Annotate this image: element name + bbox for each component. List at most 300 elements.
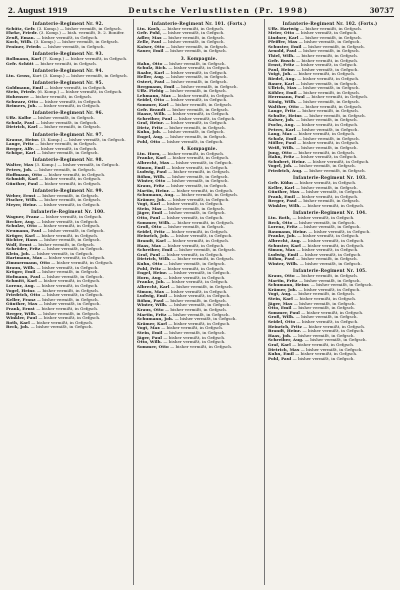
entry-text: — bisher vermißt, in Gefgsch. <box>296 53 359 59</box>
entry-text: — bisher vermißt, in Gefgsch. <box>161 138 224 144</box>
entry-text: — bisher vermißt, in Gefgsch. <box>295 30 358 36</box>
entry-text: — bisher vermißt, in Gefgsch. <box>295 144 358 150</box>
entry-text: — bisher vermißt, in Gefgsch. <box>161 201 224 207</box>
entry-name: Ehrke, Friedr. <box>6 30 40 36</box>
entry-name: Otto, Wilh. <box>137 339 164 345</box>
entry-name: Sommer, Karl <box>137 101 171 107</box>
entry-name: Schreiber, Paul <box>137 115 174 121</box>
section-heading: Infanterie-Regiment Nr. 103. <box>293 175 367 180</box>
entry-text: — bisher vermißt, in Gefgsch. <box>35 145 98 151</box>
entry-name: Schmitt, Karl <box>6 278 39 284</box>
entry-name: Ltn. Horn, <box>137 150 163 156</box>
entry-text: — bisher vermißt, in Gefgsch. <box>168 169 231 175</box>
list-entry <box>6 104 130 109</box>
entry-text: — bisher vermißt, in Gefgsch. <box>295 351 358 357</box>
entry-text: — bisher vermißt, in Gefgsch. <box>176 192 239 198</box>
entry-text: — bisher vermißt, in Gefgsch. <box>173 247 236 253</box>
entry-name: Herrmann, Paul <box>268 94 307 100</box>
entry-text: — bisher vermißt, in Gefgsch. <box>164 297 227 303</box>
entry-text: — bisher vermißt, in Gefgsch. <box>298 39 361 45</box>
section-heading: Infanterie-Regiment Nr. 95. <box>32 79 104 85</box>
entry-text: — bisher vermißt, in Gefgsch. <box>302 242 365 248</box>
entry-text: — bisher vermißt, in Gefgsch. <box>32 241 95 247</box>
entry-name: Vogel, Heinr. <box>6 287 38 293</box>
entry-name: Haas, Max <box>137 242 163 248</box>
entry-text: — bisher vermißt, in Gefgsch. <box>162 224 225 230</box>
entry-text: — bisher vermißt, in Gefgsch. <box>165 43 228 49</box>
entry-text: — bisher vermißt, in Gefgsch. <box>165 120 228 126</box>
entry-name: Graf, Paul <box>137 251 162 257</box>
entry-text: — bisher vermißt, in Gefgsch. <box>167 155 230 161</box>
entry-text: — bisher vermißt, in Gefgsch. <box>303 112 366 118</box>
entry-text: — bisher vermißt, in Gefgsch. <box>37 310 100 316</box>
section-heading: Infanterie-Regiment Nr. 99. <box>32 187 104 193</box>
entry-text: — bisher vermißt, in Gefgsch. <box>296 57 359 63</box>
entry-name: Hahn, Fritz <box>268 154 296 160</box>
entry-text: — bisher vermißt, in Gefgsch. <box>38 223 101 229</box>
entry-text: — bisher vermißt, in Gefgsch. <box>298 286 361 292</box>
entry-name: Seidel, Otto <box>268 319 297 325</box>
entry-text: — bisher vermißt, in Gefgsch. <box>38 124 102 130</box>
entry-name: Meyer, Heinr. <box>6 202 39 208</box>
entry-name: Voigt, Joh. <box>268 71 294 77</box>
entry-text: — bisher vermißt, in Gefgsch. <box>170 283 233 289</box>
entry-name: Schütz, Gefr. <box>6 25 37 31</box>
entry-text: — bisher vermißt, in Gefgsch. <box>36 34 99 40</box>
entry-text: — bisher vermißt, in Gefgsch. <box>35 141 98 147</box>
entry-text: — bisher vermißt, in Gefgsch. <box>42 43 105 49</box>
header-title: Deutsche Verlustlisten (Pr. 1998) <box>128 5 309 15</box>
entry-text: — bisher vermißt, in Gefgsch. <box>36 269 99 275</box>
entry-name: Martin, Heinr. <box>137 187 172 193</box>
entry-text: — bisher vermißt, in Gefgsch. <box>36 264 99 270</box>
entry-name: Gefr. Busch <box>268 57 297 63</box>
entry-name: Albrecht, Max <box>137 159 171 165</box>
entry-name: Schumann, Joh. <box>137 316 175 322</box>
entry-name: Walter, Max <box>6 162 35 168</box>
entry-name: Ostert, Paul <box>137 78 166 84</box>
entry-text: — bisher vermißt, in Gefgsch. <box>163 339 226 345</box>
entry-name: Otto, Emil <box>268 305 293 311</box>
entry-text: — bisher vermißt, in Gefgsch. <box>296 193 359 199</box>
entry-text: — bisher vermißt, in Gefgsch. <box>30 324 93 330</box>
entry-text: — bisher vermißt, in Gefgsch. <box>170 101 233 107</box>
entry-name: Seidel, Otto <box>137 97 166 103</box>
entry-name: Winter, Wilh. <box>137 302 169 308</box>
entry-name: Vogel, Joh. <box>268 163 294 169</box>
entry-text: — bisher vermißt, in Gefgsch. <box>162 34 225 40</box>
entry-text: — bisher vermißt, in Gefgsch. <box>295 314 358 320</box>
entry-text: — bisher vermißt, in Gefgsch. <box>172 219 235 225</box>
entry-name: Brandt, Karl <box>137 238 168 244</box>
entry-text: — bisher vermißt, in Gefgsch. <box>168 320 231 326</box>
entry-name: Schwarz, Otto <box>6 98 40 104</box>
entry-name: Martin, Fritz <box>137 311 168 317</box>
entry-text: — bisher vermißt, in Gefgsch. <box>293 149 356 155</box>
entry-text: (7. Komp.) — bisher vermißt, in Gefgsch. <box>42 55 128 61</box>
entry-text: — bisher vermißt, in Gefgsch. <box>161 215 224 221</box>
entry-text: — bisher vermißt, in Gefgsch. <box>300 103 363 109</box>
entry-name: Zelle, Paul <box>137 39 163 45</box>
section-heading: Infanterie-Regiment Nr. 98. <box>32 157 104 163</box>
entry-name: Winkler, Wilh. <box>268 202 303 208</box>
entry-text: — bisher vermißt, in Gefgsch. <box>172 92 235 98</box>
entry-text: — bisher vermißt, in Gefgsch. <box>293 131 356 137</box>
entry-text: — bisher vermißt, in Gefgsch. <box>37 287 100 293</box>
entry-text: — bisher vermißt, in Gefgsch. <box>39 176 102 182</box>
entry-name: Schuster, Karl <box>268 242 303 248</box>
column-rule <box>264 19 265 585</box>
entry-text: (6. Komp.) — bisher vermißt, in Gefgsch. <box>37 89 123 95</box>
entry-name: Ernst, Fritz <box>268 62 296 68</box>
entry-text: — bisher vermißt, in Gefgsch. <box>163 60 226 66</box>
entry-name: Berger, Paul <box>268 198 298 204</box>
list-entry <box>6 182 130 187</box>
list-entry <box>6 325 130 330</box>
entry-text: — bisher vermißt, in Gefgsch. <box>299 251 362 257</box>
entry-name: Vogt, Max <box>137 325 162 331</box>
entry-text: — bisher vermißt, in Gefgsch. <box>35 60 98 66</box>
entry-text: — bisher vermißt, in Gefgsch. <box>171 187 234 193</box>
entry-text: — bisher vermißt, in Gefgsch. <box>165 74 228 80</box>
entry-name: Uffz. Fiebig <box>137 88 165 94</box>
entry-name: Pohl, Fritz <box>137 265 163 271</box>
entry-text: (3. Komp.) — bisher vermißt, in Gefgsch. <box>36 25 122 31</box>
section-heading: 4. Kompagnie. <box>180 145 218 151</box>
entry-text: — bisher vermißt, in Gefgsch. <box>175 83 238 89</box>
entry-name: Stein, Max <box>137 205 163 211</box>
entry-text: — bisher vermißt, in Gefgsch. <box>295 62 358 68</box>
list-entry <box>137 49 261 54</box>
entry-name: Schumann, Aug. <box>137 192 177 198</box>
entry-name: Goldmann, Emil <box>6 84 45 90</box>
entry-name: Koch, Wilh. <box>6 39 34 45</box>
entry-text: — bisher vermißt, in Gefgsch. <box>43 171 106 177</box>
entry-text: — bisher vermißt, in Gefgsch. <box>38 202 101 208</box>
entry-name: Braun, Wilh. <box>6 264 37 270</box>
entry-name: Schulze, Otto <box>6 223 39 229</box>
entry-name: Friedrich, Otto <box>6 292 42 298</box>
entry-name: Engel, Heinr. <box>137 270 169 276</box>
list-entry <box>6 125 130 130</box>
entry-text: — bisher vermißt, in Gefgsch. <box>166 173 229 179</box>
entry-name: Ullrich, Max <box>268 85 298 91</box>
page-header <box>8 4 394 17</box>
entry-text: — bisher vermißt, in Gefgsch. <box>297 99 360 104</box>
entry-text: — bisher vermißt, in Gefgsch. <box>295 117 358 123</box>
entry-name: Horn, Aug. <box>137 274 164 280</box>
entry-name: Krämer, Karl <box>137 320 169 326</box>
entry-name: Paul, Heinr. <box>268 66 297 72</box>
entry-name: Kraus, Fritz <box>137 182 166 188</box>
entry-name: Pfeiffer, Max <box>268 39 299 45</box>
entry-text: — bisher vermißt, in Gefgsch. <box>299 34 362 40</box>
entry-text: — bisher vermißt, in Gefgsch. <box>42 227 105 233</box>
entry-name: Vogt, Karl <box>137 201 162 207</box>
entry-name: Schuster, Emil <box>268 43 303 49</box>
entry-name: Ludwig, Paul <box>137 169 169 175</box>
entry-name: Kuhn, Otto <box>137 261 164 266</box>
entry-name: Fischer, Wilh. <box>6 197 40 203</box>
list-entry <box>268 204 392 209</box>
entry-text: — bisher vermißt, in Gefgsch. <box>164 134 227 140</box>
column-rule <box>133 19 134 585</box>
entry-name: Martin, Fritz <box>268 277 299 283</box>
entry-name: Sommer, Otto <box>137 343 171 349</box>
entry-name: Keller, Franz <box>6 296 37 302</box>
entry-text: — bisher vermißt, in Gefgsch. <box>31 250 94 256</box>
entry-name: Peters, Karl <box>268 126 297 132</box>
entry-name: Walther, Otto <box>268 103 301 109</box>
list-entry <box>137 345 261 350</box>
entry-text: — bisher vermißt, in Gefgsch. <box>164 48 227 54</box>
entry-name: Pohl, Otto <box>137 138 162 144</box>
entry-name: Schubert, Heinr. <box>268 158 308 164</box>
entry-text: — bisher vermißt, in Gefgsch. <box>162 30 225 36</box>
entry-name: Jung, Otto <box>268 149 294 155</box>
entry-text: — bisher vermißt, in Gefgsch. <box>293 163 356 169</box>
entry-name: Feniner, Friedr. <box>6 43 43 49</box>
entry-name: Simon, Max <box>268 247 297 253</box>
entry-name: Günther, Max <box>268 189 301 195</box>
entry-name: Heller, Aug. <box>137 74 166 80</box>
entry-text: — bisher vermißt, in Gefgsch. <box>170 159 233 165</box>
entry-name: Groß, Wilh. <box>268 314 296 320</box>
entry-name: Dietrich, Wilh. <box>137 256 173 262</box>
entry-name: Ludwig, Emil <box>268 251 300 257</box>
entry-text: — bisher vermißt, in Gefgsch. <box>33 166 96 172</box>
entry-text: — bisher vermißt, in Gefgsch. <box>300 189 363 195</box>
entry-text: — bisher vermißt, in Gefgsch. <box>165 182 228 188</box>
entry-name: Schröder, Fritz <box>6 246 42 252</box>
entry-name: Möller, Paul <box>268 140 298 146</box>
entry-text: — bisher vermißt, in Gefgsch. <box>302 202 365 208</box>
entry-text: — bisher vermißt, in Gefgsch. <box>293 291 356 297</box>
entry-name: Arnold, Paul <box>268 48 298 54</box>
entry-name: Lehmann, Max <box>137 92 173 98</box>
entry-name: Hahn, Otto <box>137 60 164 66</box>
entry-name: Riedel, Aug. <box>268 76 298 82</box>
list-entry <box>6 74 130 79</box>
entry-text: — bisher vermißt, in Gefgsch. <box>292 215 355 221</box>
entry-name: Dietrich, Karl <box>6 124 39 130</box>
entry-text: — bisher vermißt, in Gefgsch. <box>292 355 355 361</box>
entry-name: Sauer, Emil <box>137 48 165 54</box>
entry-text: — bisher vermißt, in Gefgsch. <box>174 316 237 322</box>
entry-name: Schmidt, Karl <box>6 176 40 182</box>
entry-text: — bisher vermißt, in Gefgsch. <box>161 251 224 257</box>
entry-text: — bisher vermißt, in Gefgsch. <box>296 121 359 127</box>
section-heading: 3. Kompagnie. <box>180 55 218 61</box>
section-heading: Infanterie-Regiment Nr. 100. <box>31 209 105 215</box>
entry-name: Wolf, Ernst <box>6 241 33 247</box>
section-heading: Infanterie-Regiment Nr. 102. (Forts.) <box>282 20 378 26</box>
entry-name: Krüger, Karl <box>6 232 37 238</box>
entry-name: Jäger, Max <box>268 300 294 306</box>
list-entry <box>137 140 261 145</box>
entry-text: — bisher vermißt, in Gefgsch. <box>298 89 361 95</box>
entry-text: — bisher vermißt, in Gefgsch. <box>292 342 355 347</box>
entry-name: Schumann, Heinr. <box>268 282 311 288</box>
entry-name: Bauer, Karl <box>268 80 296 86</box>
entry-name: Winter, Wilh. <box>268 261 300 266</box>
entry-text: — bisher vermißt, in Gefgsch. <box>302 328 365 334</box>
entry-text: — bisher vermißt, in Gefgsch. <box>293 219 356 225</box>
entry-text: — bisher vermißt, in Gefgsch. <box>167 311 230 317</box>
entry-name: Thiel, Wilh. <box>268 53 297 59</box>
section-heading: Infanterie-Regiment Nr. 96. <box>32 110 104 116</box>
entry-text: — bisher vermißt, in Gefgsch. <box>36 218 99 224</box>
entry-text: — bisher vermißt, in Gefgsch. <box>297 76 360 82</box>
entry-name: Albrecht, Karl <box>137 283 171 289</box>
entry-text: (3. Komp.) — bish. vermißt, lt. 2. Bonifer. <box>39 30 125 36</box>
entry-name: Jäger, Emil <box>137 210 164 216</box>
entry-name: Beck, Otto <box>268 219 294 225</box>
entry-name: Roth, Karl <box>6 319 32 325</box>
entry-text: — bisher vermißt, in Gefgsch. <box>303 323 366 329</box>
entry-text: — bisher vermißt, in Gefgsch. <box>299 261 362 266</box>
entry-text: — bisher vermißt, in Gefgsch. <box>293 300 356 306</box>
entry-name: Frank, Ernst <box>6 306 37 311</box>
list-entry <box>6 45 130 50</box>
entry-text: — bisher vermißt, in Gefgsch. <box>294 296 357 302</box>
entry-text: — bisher vermißt, in Gefgsch. <box>36 296 99 302</box>
entry-text: — bisher vermißt, in Gefgsch. <box>308 228 371 234</box>
entry-name: Dietz, Fritz <box>137 124 164 130</box>
entry-name: Groß, Otto <box>137 224 163 230</box>
entry-name: Beck, Joh. <box>6 324 31 330</box>
entry-name: Hohensee <box>6 93 31 99</box>
entry-name: Frank, Emil <box>268 193 297 199</box>
entry-text: — bisher vermißt, in Gefgsch. <box>38 237 101 243</box>
entry-name: Schöpe, Karl <box>6 150 37 156</box>
entry-name: Stein, Karl <box>268 296 295 302</box>
entry-name: Böhm, Paul <box>268 256 296 262</box>
entry-name: Lang, Max <box>268 131 294 137</box>
entry-name: Haas, Joh. <box>268 332 293 338</box>
entry-name: König, Wilh. <box>268 99 298 104</box>
entry-text: — bisher vermißt, in Gefgsch. <box>162 242 225 248</box>
entry-text: (3. Komp.) — bisher vermißt, in Gefgsch. <box>33 39 119 45</box>
entry-name: Böhm, Paul <box>137 297 165 303</box>
entry-name: Kaiser, Otto <box>137 43 166 49</box>
entry-text: — bisher vermißt, in Gefgsch. <box>168 65 231 71</box>
entry-name: Franke, Joh. <box>137 279 167 285</box>
entry-name: Ltn. Gross, <box>6 72 33 78</box>
entry-name: Adler, Max <box>137 34 163 40</box>
entry-name: Lange, Fritz <box>6 141 36 147</box>
entry-name: Ltn. Roth, <box>268 215 293 221</box>
entry-name: Berger, Alfr. <box>6 145 36 151</box>
entry-text: — bisher vermißt, in Gefgsch. <box>303 167 366 173</box>
entry-text: — bisher vermißt, in Gefgsch. <box>163 261 226 266</box>
entry-name: Zeuß, Eman. <box>6 34 37 40</box>
entry-text: — bisher vermißt, in Gefgsch. <box>36 150 99 156</box>
entry-text: — bisher vermißt, in Gefgsch. <box>296 273 359 279</box>
section-heading: Infanterie-Regiment Nr. 101. (Forts.) <box>151 20 247 26</box>
list-entry <box>268 262 392 267</box>
entry-text: — bisher vermißt, in Gefgsch. <box>295 184 358 190</box>
entry-name: Günther, Max <box>6 301 39 307</box>
entry-text: — bisher vermißt, in Gefgsch. <box>295 154 358 160</box>
entry-text: — bisher vermißt, in Gefgsch. <box>297 140 360 146</box>
header-date: 2. August 1919 <box>8 5 68 15</box>
entry-text: — bisher vermißt, in Gefgsch. <box>302 238 365 244</box>
entry-text: — bisher vermißt, in Gefgsch. <box>165 306 228 312</box>
entry-name: Reimers, Joh. <box>6 103 39 109</box>
entry-name: Bollmann, Karl <box>6 55 43 61</box>
entry-text: — bisher vermißt, in Gefgsch. <box>163 274 226 280</box>
entry-name: Winter, Otto <box>137 178 167 184</box>
entry-name: Vogt, Aug. <box>268 291 293 297</box>
entry-name: Lorenz, Aug. <box>6 283 37 289</box>
entry-name: Köhler, Emil <box>268 89 299 95</box>
entry-name: Engel, Aug. <box>137 134 165 140</box>
entry-text: — bisher vermißt, in Gefgsch. <box>162 25 225 31</box>
entry-name: Schulte, Heinr. <box>268 112 304 118</box>
entry-text: Kurt (3. Komp.) — bisher vermißt, in Gefgsch. <box>32 72 128 78</box>
list-entry <box>268 169 392 174</box>
section-heading: Infanterie-Regiment Nr. 105. <box>293 268 367 274</box>
entry-text: — bisher vermißt, in Gefgsch. <box>297 85 360 91</box>
entry-text: — bisher vermißt, in Gefgsch. <box>170 343 233 349</box>
entry-text: — bisher vermißt, in Gefgsch. <box>167 238 230 244</box>
entry-text: — bisher vermißt, in Gefgsch. <box>306 94 369 100</box>
entry-name: Simon, Max <box>137 288 166 294</box>
entry-name: Sommer, Wilh. <box>137 219 173 225</box>
entry-name: Winkler, Paul <box>6 315 39 321</box>
entry-name: Uffz. Hartwig <box>268 25 301 31</box>
entry-name: Ludwig, Emil <box>137 293 169 299</box>
entry-text: — bisher vermißt, in Gefgsch. <box>167 196 230 202</box>
entry-text: — bisher vermißt, in Gefgsch. <box>172 256 235 262</box>
entry-name: Lange, Fritz <box>268 108 298 114</box>
entry-text: — bisher vermißt, in Gefgsch. <box>162 150 225 156</box>
column-3 <box>268 19 392 587</box>
entry-name: Ltn. Koch, <box>137 25 163 31</box>
entry-text: — bisher vermißt, in Gefgsch. <box>173 115 236 121</box>
entry-name: Kuhn, Emil <box>268 351 296 357</box>
entry-text: — bisher vermißt, in Gefgsch. <box>295 256 358 262</box>
entry-name: Hofmann, Paul <box>6 273 42 279</box>
entry-text: — bisher vermißt, in Gefgsch. <box>297 48 360 54</box>
entry-name: Gefr. Schütt <box>6 60 36 66</box>
entry-text: — bisher vermißt, in Gefgsch. <box>168 270 231 276</box>
entry-name: Krüger, Emil <box>6 269 37 275</box>
entry-name: Kraus, Otto <box>268 273 297 279</box>
entry-name: Uffz. Kolbe <box>6 115 33 121</box>
entry-text: — bisher vermißt, in Gefgsch. <box>39 98 102 104</box>
entry-text: — bisher vermißt, in Gefgsch. <box>293 71 356 77</box>
entry-text: — bisher vermißt, in Gefgsch. <box>43 255 106 261</box>
entry-name: Keller, Karl <box>268 184 296 190</box>
entry-name: Graf, Heinr. <box>137 120 166 126</box>
entry-name: Graf, Karl <box>268 342 293 347</box>
entry-text: — bisher vermißt, in Gefgsch. <box>38 103 101 109</box>
entry-text: — bisher vermißt, in Gefgsch. <box>298 277 361 283</box>
list-entry <box>6 203 130 208</box>
entry-text: — bisher vermißt, in Gefgsch. <box>170 233 233 239</box>
column-1 <box>6 19 130 587</box>
entry-text: (3. Komp.) — bisher vermißt, in Gefgsch. <box>34 162 120 168</box>
entry-name: Richter, Hans <box>6 237 39 243</box>
entry-text: — bisher vermißt, in Gefgsch. <box>163 334 226 340</box>
entry-text: — bisher vermißt, in Gefgsch. <box>292 305 355 311</box>
entry-name: Pohl, Paul <box>268 355 293 361</box>
entry-name: Friedrich, Aug. <box>268 167 304 173</box>
entry-text: — bisher vermißt, in Gefgsch. <box>296 247 359 253</box>
entry-text: — bisher vermißt, in Gefgsch. <box>163 124 226 130</box>
